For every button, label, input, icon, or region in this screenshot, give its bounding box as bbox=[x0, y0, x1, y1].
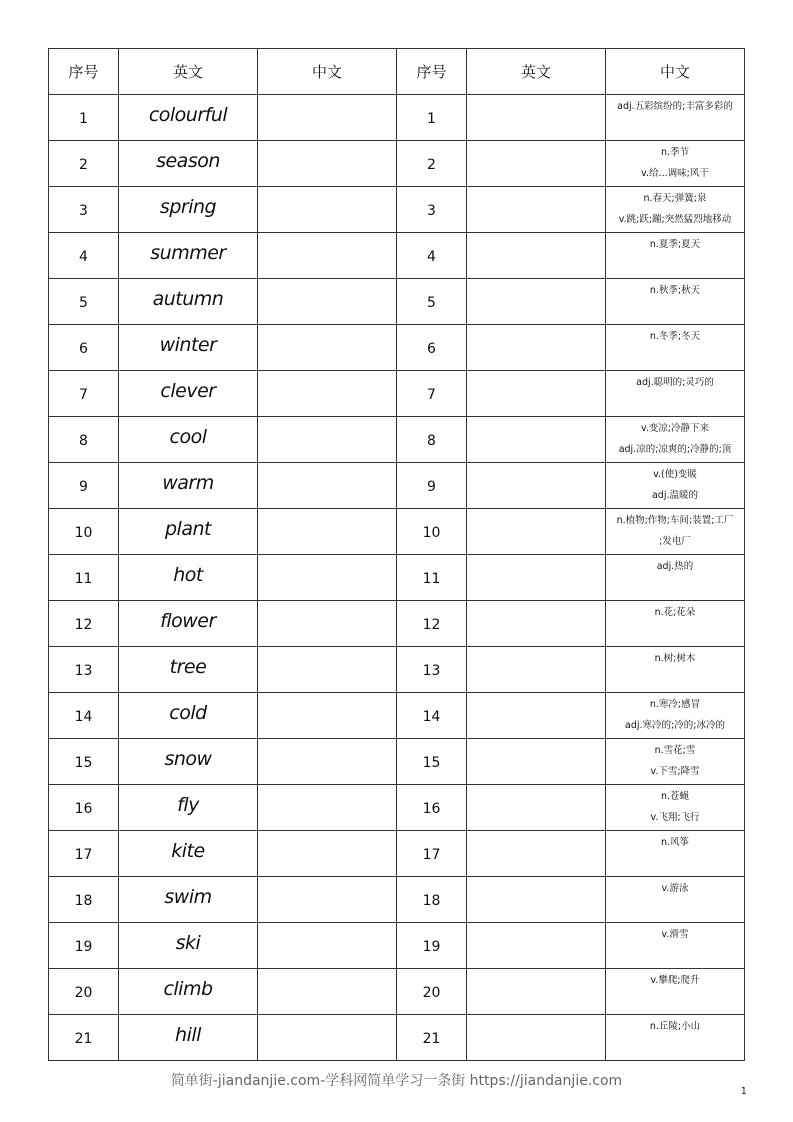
meaning-line: v.游泳 bbox=[661, 883, 689, 894]
row-index: 21 bbox=[397, 1015, 467, 1061]
meaning-line: v.给...调味;风干 bbox=[641, 168, 709, 179]
english-answer-blank[interactable] bbox=[467, 417, 606, 463]
meaning-line: v.跳;跃;蹦;突然猛烈地移动 bbox=[618, 214, 732, 225]
meaning-line: n.季节 bbox=[660, 147, 690, 158]
english-word: warm bbox=[119, 463, 258, 509]
meaning-line: v.变凉;冷静下来 bbox=[640, 423, 710, 434]
english-answer-blank[interactable] bbox=[467, 877, 606, 923]
table-row bbox=[49, 371, 745, 417]
english-word: flower bbox=[119, 601, 258, 647]
table-row bbox=[49, 601, 745, 647]
english-answer-blank[interactable] bbox=[467, 555, 606, 601]
table-row bbox=[49, 95, 745, 141]
meaning-line: n.苍蝇 bbox=[660, 791, 690, 802]
english-word: season bbox=[119, 141, 258, 187]
meaning-line: v.攀爬;爬升 bbox=[650, 975, 700, 986]
row-index: 20 bbox=[397, 969, 467, 1015]
chinese-meaning bbox=[606, 831, 745, 877]
english-word: kite bbox=[119, 831, 258, 877]
english-word: winter bbox=[119, 325, 258, 371]
meaning-line: v.下雪;降雪 bbox=[650, 766, 700, 777]
english-answer-blank[interactable] bbox=[467, 739, 606, 785]
row-index: 5 bbox=[49, 279, 119, 325]
row-index: 13 bbox=[397, 647, 467, 693]
row-index: 11 bbox=[49, 555, 119, 601]
row-index: 14 bbox=[49, 693, 119, 739]
english-word: ski bbox=[119, 923, 258, 969]
english-word: hill bbox=[119, 1015, 258, 1061]
english-word: plant bbox=[119, 509, 258, 555]
meaning-line: adj.温暖的 bbox=[651, 490, 698, 501]
english-word: spring bbox=[119, 187, 258, 233]
chinese-answer-blank[interactable] bbox=[258, 601, 397, 647]
row-index: 18 bbox=[49, 877, 119, 923]
english-answer-blank[interactable] bbox=[467, 693, 606, 739]
chinese-meaning bbox=[606, 509, 745, 555]
row-index: 20 bbox=[49, 969, 119, 1015]
row-index: 16 bbox=[397, 785, 467, 831]
row-index: 1 bbox=[397, 95, 467, 141]
english-answer-blank[interactable] bbox=[467, 923, 606, 969]
table-row bbox=[49, 509, 745, 555]
row-index: 13 bbox=[49, 647, 119, 693]
english-answer-blank[interactable] bbox=[467, 141, 606, 187]
chinese-answer-blank[interactable] bbox=[258, 785, 397, 831]
row-index: 15 bbox=[397, 739, 467, 785]
table-row bbox=[49, 647, 745, 693]
row-index: 12 bbox=[397, 601, 467, 647]
chinese-answer-blank[interactable] bbox=[258, 141, 397, 187]
chinese-meaning bbox=[606, 463, 745, 509]
english-word: colourful bbox=[119, 95, 258, 141]
table-row bbox=[49, 831, 745, 877]
header-chinese: 中文 bbox=[606, 49, 745, 95]
table-row bbox=[49, 693, 745, 739]
meaning-line: adj.寒冷的;冷的;冰冷的 bbox=[625, 720, 725, 731]
row-index: 4 bbox=[397, 233, 467, 279]
chinese-answer-blank[interactable] bbox=[258, 923, 397, 969]
table-row bbox=[49, 463, 745, 509]
row-index: 3 bbox=[397, 187, 467, 233]
meaning-line: n.丘陵;小山 bbox=[649, 1021, 701, 1032]
english-answer-blank[interactable] bbox=[467, 279, 606, 325]
row-index: 16 bbox=[49, 785, 119, 831]
chinese-answer-blank[interactable] bbox=[258, 831, 397, 877]
chinese-meaning bbox=[606, 601, 745, 647]
meaning-line: n.秋季;秋天 bbox=[649, 285, 701, 296]
row-index: 19 bbox=[397, 923, 467, 969]
chinese-answer-blank[interactable] bbox=[258, 279, 397, 325]
english-answer-blank[interactable] bbox=[467, 325, 606, 371]
chinese-meaning bbox=[606, 555, 745, 601]
row-index: 9 bbox=[397, 463, 467, 509]
row-index: 21 bbox=[49, 1015, 119, 1061]
meaning-line: n.植物;作物;车间;装置;工厂 bbox=[616, 515, 734, 526]
table-row bbox=[49, 417, 745, 463]
meaning-line: n.寒冷;感冒 bbox=[649, 699, 701, 710]
table-row bbox=[49, 877, 745, 923]
chinese-meaning bbox=[606, 785, 745, 831]
meaning-line: n.雪花;雪 bbox=[654, 745, 696, 756]
english-answer-blank[interactable] bbox=[467, 785, 606, 831]
row-index: 7 bbox=[49, 371, 119, 417]
chinese-answer-blank[interactable] bbox=[258, 969, 397, 1015]
chinese-meaning bbox=[606, 417, 745, 463]
chinese-meaning bbox=[606, 739, 745, 785]
english-word: tree bbox=[119, 647, 258, 693]
row-index: 17 bbox=[397, 831, 467, 877]
chinese-meaning bbox=[606, 95, 745, 141]
table-row bbox=[49, 739, 745, 785]
chinese-answer-blank[interactable] bbox=[258, 95, 397, 141]
row-index: 2 bbox=[397, 141, 467, 187]
header-chinese: 中文 bbox=[258, 49, 397, 95]
english-answer-blank[interactable] bbox=[467, 831, 606, 877]
row-index: 4 bbox=[49, 233, 119, 279]
meaning-line: v.滑雪 bbox=[661, 929, 689, 940]
chinese-answer-blank[interactable] bbox=[258, 463, 397, 509]
row-index: 19 bbox=[49, 923, 119, 969]
english-word: climb bbox=[119, 969, 258, 1015]
row-index: 18 bbox=[397, 877, 467, 923]
header-row bbox=[49, 49, 745, 95]
header-english: 英文 bbox=[119, 49, 258, 95]
meaning-line: n.春天;弹簧;泉 bbox=[643, 193, 707, 204]
table-row bbox=[49, 923, 745, 969]
row-index: 6 bbox=[397, 325, 467, 371]
meaning-line: n.风筝 bbox=[660, 837, 690, 848]
chinese-answer-blank[interactable] bbox=[258, 555, 397, 601]
chinese-meaning bbox=[606, 233, 745, 279]
english-answer-blank[interactable] bbox=[467, 371, 606, 417]
table-row bbox=[49, 325, 745, 371]
chinese-meaning bbox=[606, 877, 745, 923]
table-row bbox=[49, 969, 745, 1015]
chinese-meaning bbox=[606, 187, 745, 233]
header-index: 序号 bbox=[397, 49, 467, 95]
chinese-answer-blank[interactable] bbox=[258, 739, 397, 785]
chinese-answer-blank[interactable] bbox=[258, 693, 397, 739]
meaning-line: adj.聪明的;灵巧的 bbox=[636, 377, 714, 388]
english-word: autumn bbox=[119, 279, 258, 325]
row-index: 6 bbox=[49, 325, 119, 371]
meaning-line: v.飞翔;飞行 bbox=[650, 812, 700, 823]
table-row bbox=[49, 785, 745, 831]
row-index: 12 bbox=[49, 601, 119, 647]
chinese-answer-blank[interactable] bbox=[258, 877, 397, 923]
english-word: cool bbox=[119, 417, 258, 463]
english-answer-blank[interactable] bbox=[467, 969, 606, 1015]
row-index: 3 bbox=[49, 187, 119, 233]
english-word: summer bbox=[119, 233, 258, 279]
header-index: 序号 bbox=[49, 49, 119, 95]
row-index: 5 bbox=[397, 279, 467, 325]
chinese-meaning bbox=[606, 1015, 745, 1061]
table-row bbox=[49, 233, 745, 279]
row-index: 10 bbox=[397, 509, 467, 555]
chinese-meaning bbox=[606, 647, 745, 693]
meaning-line: adj.热的 bbox=[656, 561, 694, 572]
row-index: 9 bbox=[49, 463, 119, 509]
chinese-meaning bbox=[606, 325, 745, 371]
english-word: hot bbox=[119, 555, 258, 601]
chinese-meaning bbox=[606, 693, 745, 739]
table-row bbox=[49, 555, 745, 601]
table-row bbox=[49, 279, 745, 325]
row-index: 11 bbox=[397, 555, 467, 601]
row-index: 14 bbox=[397, 693, 467, 739]
row-index: 10 bbox=[49, 509, 119, 555]
row-index: 15 bbox=[49, 739, 119, 785]
chinese-answer-blank[interactable] bbox=[258, 187, 397, 233]
chinese-meaning bbox=[606, 371, 745, 417]
english-answer-blank[interactable] bbox=[467, 1015, 606, 1061]
row-index: 8 bbox=[397, 417, 467, 463]
meaning-line: n.冬季;冬天 bbox=[649, 331, 701, 342]
meaning-line: v.(使)变暖 bbox=[653, 469, 697, 480]
chinese-answer-blank[interactable] bbox=[258, 647, 397, 693]
english-answer-blank[interactable] bbox=[467, 187, 606, 233]
vocabulary-table bbox=[48, 48, 745, 1061]
chinese-answer-blank[interactable] bbox=[258, 233, 397, 279]
page-number: 1 bbox=[740, 1086, 747, 1097]
english-answer-blank[interactable] bbox=[467, 601, 606, 647]
meaning-line: adj.五彩缤纷的;丰富多彩的 bbox=[617, 101, 733, 112]
footer-text: 简单街-jiandanjie.com-学科网简单学习一条街 https://jiandanjie.com bbox=[170, 1073, 623, 1089]
chinese-meaning bbox=[606, 279, 745, 325]
meaning-line: adj.凉的;凉爽的;冷静的;顶 bbox=[618, 444, 732, 455]
chinese-answer-blank[interactable] bbox=[258, 1015, 397, 1061]
chinese-meaning bbox=[606, 923, 745, 969]
english-word: fly bbox=[119, 785, 258, 831]
row-index: 8 bbox=[49, 417, 119, 463]
chinese-answer-blank[interactable] bbox=[258, 509, 397, 555]
meaning-line: ;发电厂 bbox=[659, 536, 691, 547]
header-english: 英文 bbox=[467, 49, 606, 95]
row-index: 7 bbox=[397, 371, 467, 417]
english-answer-blank[interactable] bbox=[467, 95, 606, 141]
english-word: cold bbox=[119, 693, 258, 739]
meaning-line: n.花;花朵 bbox=[654, 607, 696, 618]
english-answer-blank[interactable] bbox=[467, 463, 606, 509]
english-word: swim bbox=[119, 877, 258, 923]
chinese-meaning bbox=[606, 141, 745, 187]
english-answer-blank[interactable] bbox=[467, 509, 606, 555]
table-row bbox=[49, 187, 745, 233]
chinese-meaning bbox=[606, 969, 745, 1015]
chinese-answer-blank[interactable] bbox=[258, 371, 397, 417]
english-word: clever bbox=[119, 371, 258, 417]
row-index: 2 bbox=[49, 141, 119, 187]
row-index: 17 bbox=[49, 831, 119, 877]
table-row bbox=[49, 1015, 745, 1061]
english-answer-blank[interactable] bbox=[467, 647, 606, 693]
chinese-answer-blank[interactable] bbox=[258, 417, 397, 463]
row-index: 1 bbox=[49, 95, 119, 141]
english-word: snow bbox=[119, 739, 258, 785]
meaning-line: n.夏季;夏天 bbox=[649, 239, 701, 250]
english-answer-blank[interactable] bbox=[467, 233, 606, 279]
meaning-line: n.树;树木 bbox=[654, 653, 696, 664]
table-row bbox=[49, 141, 745, 187]
chinese-answer-blank[interactable] bbox=[258, 325, 397, 371]
